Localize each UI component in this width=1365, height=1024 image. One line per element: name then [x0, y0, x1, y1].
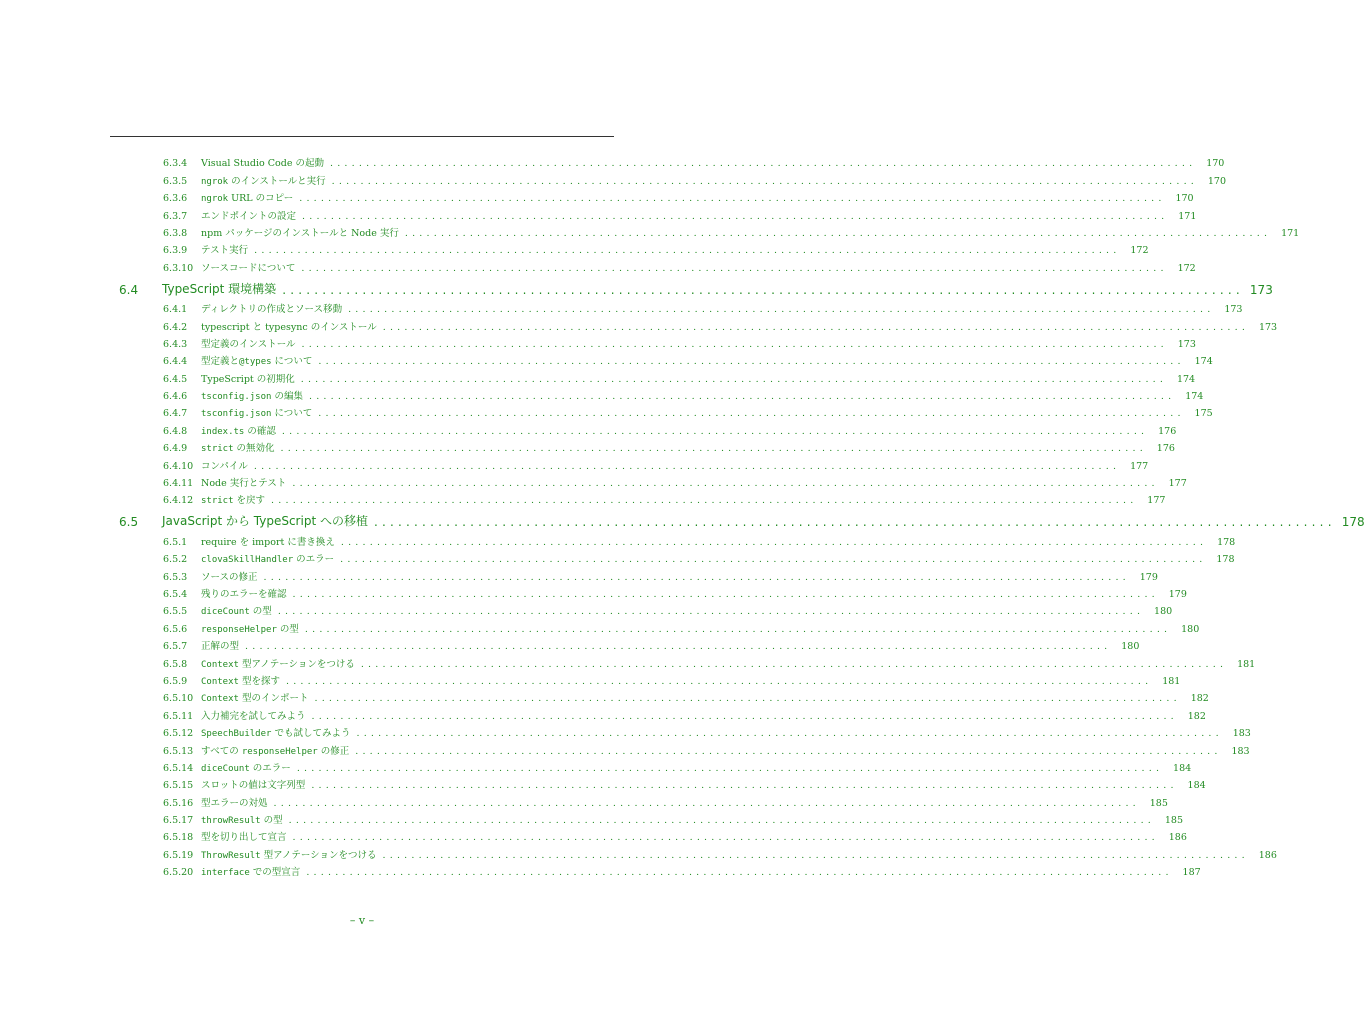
toc-page-number[interactable]: 172	[1177, 262, 1196, 274]
toc-title-text: テスト実行	[201, 245, 249, 257]
toc-entry-title	[201, 301, 342, 315]
toc-dot-leader: ........................................................................................................................	[292, 832, 1159, 844]
toc-dot-leader: ........................................................................................................................	[382, 849, 1249, 861]
toc-entry-number: 6.5.9	[163, 675, 188, 687]
toc-page-number[interactable]: 173	[1177, 338, 1196, 350]
toc-title-text: スロットの値は文字列型	[201, 780, 306, 792]
toc-subsection-entry[interactable]	[163, 861, 1201, 879]
toc-dot-leader: ........................................................................................................................	[306, 867, 1173, 879]
toc-entry-title	[201, 708, 306, 722]
page-number: – v –	[349, 914, 375, 927]
toc-title-code: ngrok	[201, 176, 229, 187]
toc-dot-leader: ........................................................................................................................	[348, 304, 1215, 316]
toc-entry-title	[201, 173, 326, 187]
toc-entry-number: 6.3.8	[163, 227, 188, 239]
toc-title-text: の無効化	[233, 443, 275, 455]
toc-entry-title	[201, 388, 303, 402]
toc-dot-leader: ........................................................................................................................	[263, 571, 1130, 583]
toc-subsection-entry[interactable]	[163, 472, 1187, 490]
toc-entry-number: 6.5.16	[163, 797, 194, 809]
toc-entry-title	[162, 280, 276, 297]
toc-entry-title	[201, 353, 312, 367]
toc-page-number[interactable]: 179	[1139, 571, 1158, 583]
toc-entry-title	[201, 423, 276, 437]
toc-entry-title	[201, 847, 377, 861]
toc-page-number[interactable]: 173	[1258, 321, 1278, 333]
toc-dot-leader: ........................................................................................................................	[285, 675, 1153, 687]
toc-dot-leader: ........................................................................................................................	[356, 728, 1223, 740]
toc-title-code: @types	[239, 357, 272, 368]
toc-subsection-entry[interactable]	[163, 704, 1206, 722]
toc-subsection-entry[interactable]	[163, 791, 1168, 809]
toc-entry-title	[201, 371, 295, 385]
toc-title-code: interface	[201, 868, 250, 879]
toc-dot-leader: ........................................................................................................................	[280, 443, 1147, 455]
toc-entry-title	[201, 225, 399, 239]
toc-title-code: throwResult	[201, 816, 261, 827]
toc-title-text: require を import に書き換え	[201, 536, 335, 548]
toc-page-number[interactable]: 181	[1162, 675, 1181, 687]
toc-page-number[interactable]: 173	[1224, 304, 1243, 316]
toc-dot-leader: ........................................................................................................................	[277, 606, 1145, 618]
toc-subsection-entry[interactable]	[163, 583, 1187, 600]
toc-entry-number: 6.3.4	[163, 158, 188, 170]
toc-entry-number: 6.4.12	[163, 495, 194, 507]
toc-title-code: diceCount	[201, 607, 250, 618]
toc-page-number[interactable]: 182	[1190, 693, 1209, 705]
toc-entry-title	[201, 829, 287, 843]
toc-entry-title	[201, 725, 350, 739]
toc-entry-number: 6.5.7	[163, 641, 188, 653]
toc-title-text: エンドポイントの設定	[201, 210, 297, 222]
toc-page-number[interactable]: 171	[1281, 227, 1300, 239]
toc-entry-number: 6.4.4	[163, 356, 188, 368]
toc-page-number[interactable]: 177	[1130, 460, 1149, 472]
toc-dot-leader: ........................................................................................................................	[340, 536, 1208, 548]
toc-page-number[interactable]: 174	[1185, 391, 1204, 403]
toc-title-code: diceCount	[201, 763, 250, 774]
toc-page-number[interactable]: 177	[1168, 478, 1187, 490]
toc-dot-leader: ........................................................................................................................	[308, 391, 1176, 403]
toc-title-text: の確認	[244, 425, 276, 437]
toc-page-number[interactable]: 180	[1154, 606, 1173, 618]
header-rule	[110, 136, 614, 137]
toc-entry-title	[201, 336, 296, 350]
toc-subsection-entry[interactable]	[163, 809, 1184, 827]
toc-page-number[interactable]: 176	[1156, 443, 1175, 455]
toc-entry-number: 6.5.2	[163, 554, 188, 566]
toc-title-text: 型を探す	[238, 675, 280, 687]
toc-title-text: の編集	[271, 391, 303, 403]
toc-title-text: JavaScript から TypeScript への移植	[162, 514, 368, 529]
toc-page-number[interactable]: 171	[1178, 210, 1197, 222]
toc-title-text: でも試してみよう	[271, 728, 351, 740]
toc-title-text: 型のインポート	[238, 693, 309, 705]
toc-entry-title	[201, 864, 300, 878]
toc-entry-title	[201, 155, 324, 169]
toc-subsection-entry[interactable]	[163, 530, 1236, 548]
toc-page-number[interactable]: 183	[1232, 728, 1251, 740]
toc-title-text: 型を切り出して宣言	[201, 832, 287, 844]
toc-dot-leader: ........................................................................................................................	[253, 460, 1121, 472]
toc-page-number[interactable]: 187	[1182, 867, 1201, 879]
toc-page-number[interactable]: 172	[1130, 245, 1149, 257]
toc-page-number[interactable]: 170	[1175, 193, 1194, 205]
toc-title-text: の型	[249, 606, 272, 618]
toc-dot-leader: ........................................................................................................................	[304, 623, 1172, 635]
toc-page-number[interactable]: 186	[1258, 849, 1277, 861]
toc-entry-number: 6.5	[119, 515, 139, 530]
toc-subsection-entry[interactable]	[163, 722, 1251, 740]
toc-dot-leader: ........................................................................................................................	[292, 478, 1159, 490]
toc-dot-leader: ........................................................................................................................	[302, 210, 1169, 222]
toc-subsection-entry[interactable]	[163, 757, 1192, 774]
toc-subsection-entry[interactable]	[163, 402, 1213, 420]
toc-title-text: 型定義と	[201, 356, 240, 368]
toc-dot-leader: ........................................................................................................................	[301, 262, 1168, 274]
toc-title-code: ThrowResult	[201, 850, 261, 861]
toc-title-code: SpeechBuilder	[201, 729, 272, 740]
toc-dot-leader: ........................................................................................................................	[271, 495, 1138, 507]
toc-entry-number: 6.5.18	[163, 832, 194, 844]
toc-title-text: 型アノテーションをつける	[238, 658, 355, 670]
toc-entry-number: 6.4.11	[163, 478, 194, 490]
toc-dot-leader: ........................................................................................................................	[373, 515, 1336, 530]
toc-subsection-entry[interactable]	[163, 548, 1235, 566]
toc-entry-number: 6.3.9	[163, 245, 188, 257]
toc-title-text: のインストールと実行	[228, 175, 326, 187]
toc-entry-number: 6.3.6	[163, 193, 188, 205]
toc-entry-number: 6.4	[119, 282, 139, 297]
toc-dot-leader: ........................................................................................................................	[292, 588, 1159, 600]
toc-entry-title	[201, 492, 265, 506]
toc-title-text: を戻す	[233, 495, 266, 507]
toc-title-text: Node 実行とテスト	[201, 478, 287, 490]
toc-dot-leader: ........................................................................................................................	[254, 245, 1121, 257]
toc-dot-leader: ........................................................................................................................	[281, 425, 1149, 437]
toc-page-number[interactable]: 185	[1164, 815, 1184, 827]
toc-entry-number: 6.5.3	[163, 571, 188, 583]
toc-entry-number: 6.5.5	[163, 606, 188, 618]
toc-subsection-entry[interactable]	[163, 204, 1197, 222]
toc-dot-leader: ........................................................................................................................	[360, 658, 1228, 670]
toc-entry-title	[201, 208, 296, 222]
toc-title-text: ディレクトリの作成とソース移動	[201, 304, 343, 316]
toc-entry-number: 6.3.5	[163, 175, 188, 187]
toc-entry-number: 6.4.10	[163, 460, 194, 472]
toc-entry-number: 6.5.10	[163, 693, 194, 705]
toc-entry-title	[201, 795, 268, 809]
toc-entry-number: 6.4.7	[163, 408, 188, 420]
toc-entry-title	[201, 260, 295, 274]
toc-title-code: strict	[201, 444, 234, 455]
toc-subsection-entry[interactable]	[163, 187, 1194, 205]
toc-entry-number: 6.5.12	[163, 728, 194, 740]
toc-dot-leader: ........................................................................................................................	[245, 641, 1112, 653]
toc-title-text: について	[271, 408, 313, 420]
toc-entry-number: 6.4.6	[163, 391, 188, 403]
toc-dot-leader: ........................................................................................................................	[404, 227, 1272, 239]
toc-dot-leader: ........................................................................................................................	[311, 710, 1178, 722]
toc-entry-number: 6.5.1	[163, 536, 188, 548]
toc-page-number[interactable]: 174	[1176, 373, 1196, 385]
toc-subsection-entry[interactable]	[163, 600, 1173, 618]
toc-entry-number: 6.5.8	[163, 658, 188, 670]
toc-subsection-entry[interactable]	[163, 169, 1227, 187]
toc-page-number[interactable]: 170	[1207, 175, 1227, 187]
toc-entry-title	[162, 512, 368, 529]
toc-page-number[interactable]: 178	[1217, 536, 1236, 548]
toc-dot-leader: ........................................................................................................................	[288, 815, 1156, 827]
toc-dot-leader: ........................................................................................................................	[273, 797, 1140, 809]
toc-page-number[interactable]: 186	[1168, 832, 1187, 844]
toc-subsection-entry[interactable]	[163, 222, 1300, 239]
toc-dot-leader: ........................................................................................................................	[318, 408, 1185, 420]
toc-title-text: での型宣言	[249, 867, 301, 879]
toc-subsection-entry[interactable]	[163, 635, 1140, 653]
toc-entry-title	[201, 319, 377, 333]
toc-subsection-entry[interactable]	[163, 437, 1175, 455]
toc-title-text: の型	[276, 623, 299, 635]
toc-entry-number: 6.4.9	[163, 443, 188, 455]
toc-title-text: すべての	[201, 745, 242, 757]
toc-subsection-entry[interactable]	[163, 617, 1200, 635]
toc-entry-number: 6.5.4	[163, 588, 188, 600]
toc-entry-title	[201, 673, 280, 687]
toc-subsection-entry[interactable]	[163, 670, 1181, 687]
toc-subsection-entry[interactable]	[163, 333, 1196, 350]
toc-dot-leader: ........................................................................................................................	[299, 193, 1166, 205]
toc-page-number[interactable]: 184	[1173, 762, 1192, 774]
toc-dot-leader: ........................................................................................................................	[300, 373, 1168, 385]
toc-page-number[interactable]: 178	[1341, 515, 1365, 530]
toc-entry-number: 6.5.20	[163, 867, 194, 879]
toc-title-code: tsconfig.json	[201, 392, 272, 403]
toc-page-number[interactable]: 185	[1149, 797, 1168, 809]
toc-title-text: 正解の型	[201, 641, 240, 653]
toc-dot-leader: ........................................................................................................................	[314, 693, 1181, 705]
toc-entry-number: 6.4.1	[163, 304, 188, 316]
toc-title-code: ngrok	[201, 194, 229, 205]
toc-entry-number: 6.5.15	[163, 780, 194, 792]
toc-title-text: 型定義のインストール	[201, 338, 296, 350]
toc-title-text: 残りのエラーを確認	[201, 588, 287, 600]
toc-page-number[interactable]: 180	[1121, 641, 1140, 653]
toc-entry-title	[201, 458, 248, 472]
toc-entry-number: 6.3.7	[163, 210, 188, 222]
toc-page-number[interactable]: 178	[1216, 554, 1235, 566]
toc-entry-title	[201, 690, 308, 704]
toc-title-text: 型アノテーションをつける	[260, 849, 377, 861]
toc-entry-number: 6.4.3	[163, 338, 188, 350]
toc-dot-leader: ........................................................................................................................	[282, 282, 1244, 297]
toc-title-text: TypeScript 環境構築	[162, 281, 277, 296]
toc-page-number[interactable]: 177	[1147, 495, 1166, 507]
toc-entry-title	[201, 812, 283, 826]
toc-entry-title	[201, 242, 248, 256]
toc-subsection-entry[interactable]	[163, 315, 1278, 333]
toc-title-text: ソースコードについて	[201, 262, 296, 274]
toc-subsection-entry[interactable]	[163, 419, 1177, 437]
toc-page-number[interactable]: 183	[1231, 745, 1250, 757]
toc-title-text: について	[271, 356, 313, 368]
toc-subsection-entry[interactable]	[163, 367, 1196, 385]
toc-page-number[interactable]: 182	[1187, 710, 1206, 722]
toc-entry-title	[201, 534, 335, 548]
toc-section-entry[interactable]	[119, 275, 1273, 297]
toc-entry-title	[201, 603, 272, 617]
toc-dot-leader: ........................................................................................................................	[331, 175, 1199, 187]
toc-subsection-entry[interactable]	[163, 350, 1213, 368]
toc-subsection-entry[interactable]	[163, 565, 1158, 583]
toc-title-code: responseHelper	[241, 746, 318, 757]
toc-page-number[interactable]: 170	[1206, 158, 1225, 170]
toc-entry-number: 6.5.13	[163, 745, 194, 757]
toc-page-number[interactable]: 181	[1237, 658, 1256, 670]
table-of-contents	[0, 152, 1365, 879]
toc-title-text: のエラー	[249, 762, 291, 774]
toc-entry-number: 6.5.14	[163, 762, 194, 774]
toc-page-number[interactable]: 173	[1249, 282, 1273, 297]
toc-page-number[interactable]: 175	[1194, 408, 1213, 420]
toc-dot-leader: ........................................................................................................................	[301, 338, 1168, 350]
toc-title-text: のエラー	[293, 554, 335, 566]
toc-title-code: Context	[201, 694, 239, 705]
toc-dot-leader: ........................................................................................................................	[311, 780, 1178, 792]
toc-subsection-entry[interactable]	[163, 826, 1187, 844]
toc-dot-leader: ........................................................................................................................	[318, 356, 1185, 368]
toc-title-text: の型	[260, 815, 283, 827]
toc-subsection-entry[interactable]	[163, 256, 1196, 274]
toc-dot-leader: ........................................................................................................................	[329, 158, 1197, 170]
toc-page-number[interactable]: 180	[1181, 623, 1200, 635]
toc-title-text: コンパイル	[201, 460, 248, 472]
toc-entry-title	[201, 777, 305, 791]
toc-title-text: 型エラーの対処	[201, 797, 268, 809]
toc-entry-title	[201, 569, 258, 583]
toc-title-code: Context	[201, 676, 239, 687]
toc-subsection-entry[interactable]	[163, 239, 1149, 257]
toc-page-number[interactable]: 184	[1187, 780, 1206, 792]
toc-title-code: index.ts	[201, 426, 245, 437]
toc-title-code: tsconfig.json	[201, 409, 272, 420]
toc-title-text: Visual Studio Code の起動	[201, 158, 324, 170]
toc-entry-number: 6.5.11	[163, 710, 194, 722]
toc-entry-title	[201, 440, 275, 454]
toc-dot-leader: ........................................................................................................................	[296, 762, 1164, 774]
toc-entry-title	[201, 475, 286, 489]
toc-page-number[interactable]: 174	[1194, 356, 1213, 368]
toc-entry-number: 6.5.6	[163, 623, 188, 635]
toc-section-entry[interactable]	[119, 507, 1365, 530]
toc-page-number[interactable]: 176	[1158, 425, 1177, 437]
toc-entry-title	[201, 586, 287, 600]
toc-subsection-entry[interactable]	[163, 298, 1243, 316]
toc-entry-title	[201, 760, 291, 774]
toc-page-number[interactable]: 179	[1168, 588, 1187, 600]
toc-title-code: strict	[201, 496, 234, 507]
toc-subsection-entry[interactable]	[163, 843, 1277, 861]
toc-entry-number: 6.5.19	[163, 849, 194, 861]
toc-entry-number: 6.4.5	[163, 373, 188, 385]
toc-subsection-entry[interactable]	[163, 687, 1209, 705]
toc-dot-leader: ........................................................................................................................	[382, 321, 1250, 333]
toc-subsection-entry[interactable]	[163, 152, 1225, 170]
toc-title-code: Context	[201, 659, 239, 670]
toc-entry-number: 6.5.17	[163, 815, 194, 827]
toc-entry-title	[201, 638, 239, 652]
toc-title-code: responseHelper	[201, 624, 277, 635]
toc-subsection-entry[interactable]	[163, 489, 1166, 507]
toc-title-text: ソースの修正	[201, 571, 258, 583]
toc-title-text: URL のコピー	[228, 193, 294, 205]
toc-entry-title	[201, 190, 293, 204]
toc-subsection-entry[interactable]	[163, 385, 1204, 403]
toc-title-text: typescript と typesync のインストール	[201, 321, 377, 333]
toc-subsection-entry[interactable]	[163, 739, 1250, 757]
toc-title-code: clovaSkillHandler	[201, 555, 294, 566]
toc-title-text: npm パッケージのインストールと Node 実行	[201, 227, 399, 239]
toc-dot-leader: ........................................................................................................................	[340, 554, 1207, 566]
toc-title-text: の修正	[317, 745, 350, 757]
toc-entry-number: 6.4.2	[163, 321, 188, 333]
toc-subsection-entry[interactable]	[163, 454, 1149, 472]
toc-entry-number: 6.4.8	[163, 425, 188, 437]
toc-entry-title	[201, 743, 349, 757]
toc-entry-title	[201, 551, 334, 565]
toc-entry-title	[201, 405, 312, 419]
toc-title-text: TypeScript の初期化	[201, 373, 295, 385]
toc-entry-title	[201, 621, 299, 635]
toc-title-text: 入力補完を試してみよう	[201, 710, 306, 722]
toc-subsection-entry[interactable]	[163, 774, 1206, 792]
toc-subsection-entry[interactable]	[163, 652, 1256, 670]
toc-entry-number: 6.3.10	[163, 262, 194, 274]
toc-entry-title	[201, 656, 355, 670]
toc-dot-leader: ........................................................................................................................	[355, 745, 1222, 757]
